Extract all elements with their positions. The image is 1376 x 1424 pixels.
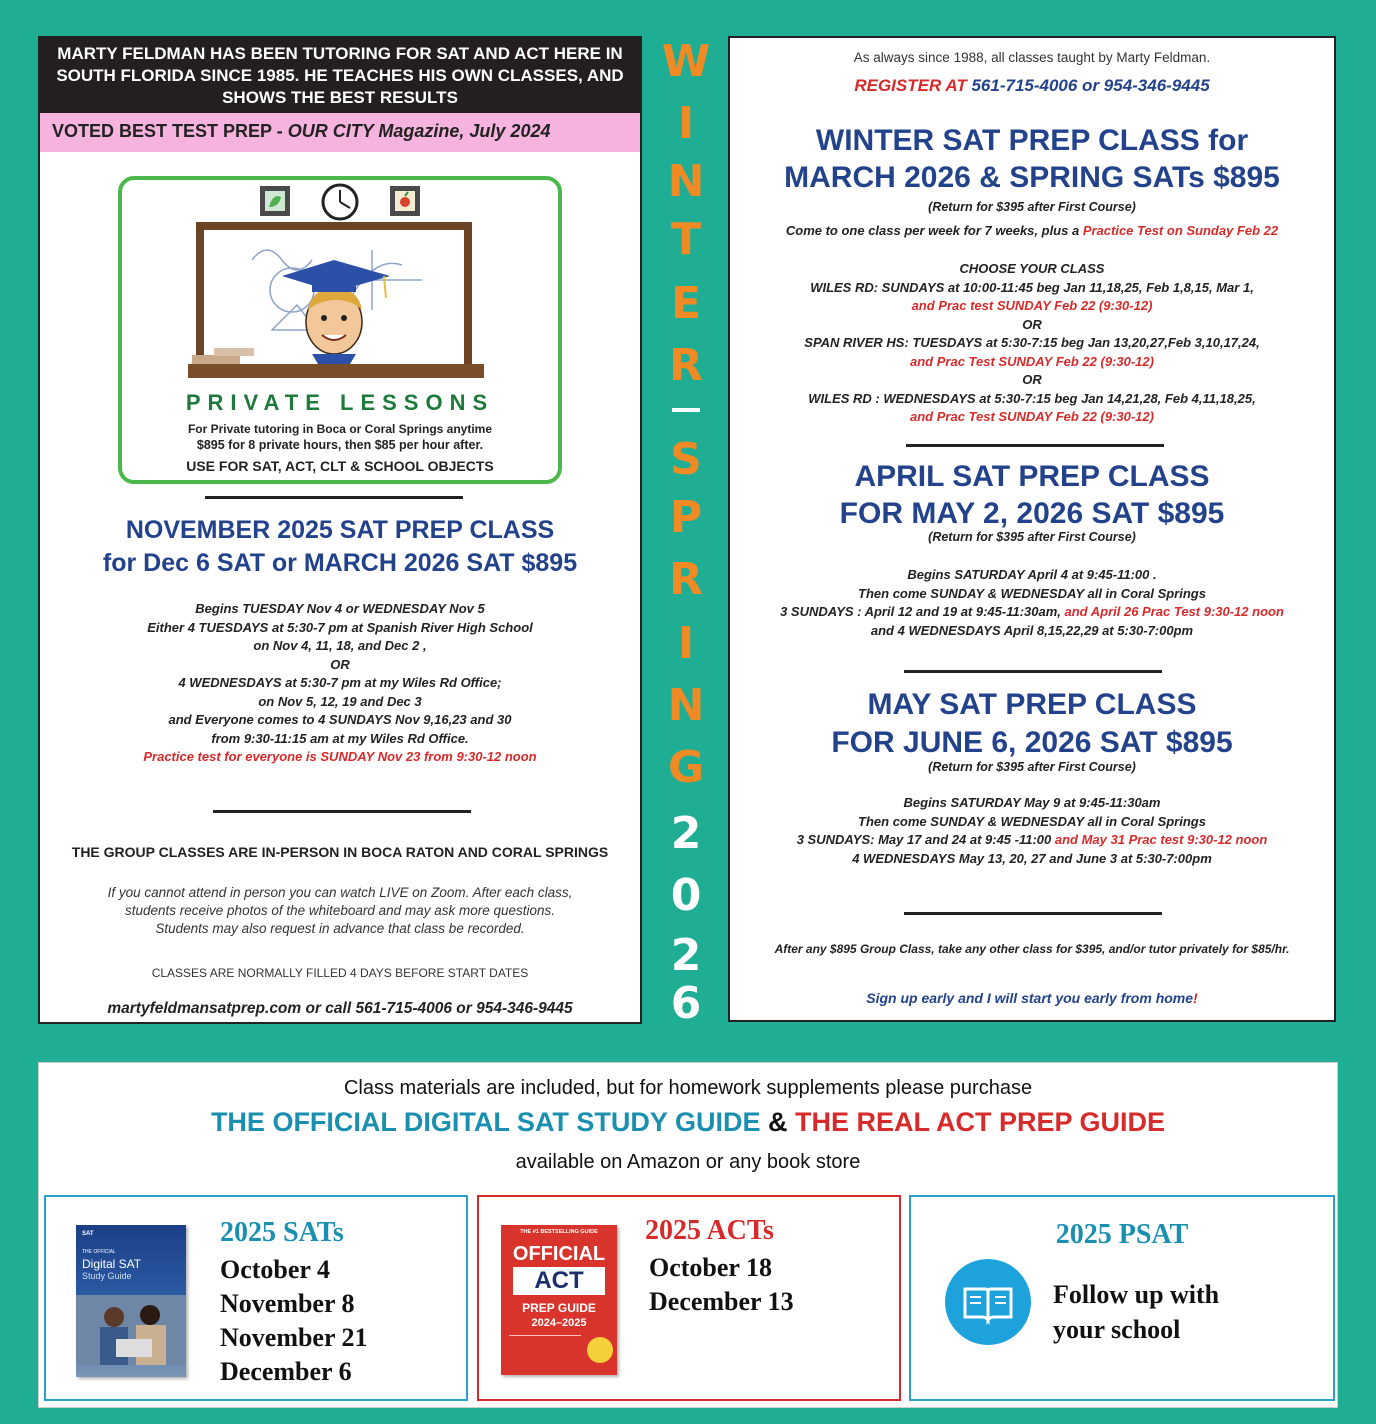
zoom-line: students receive photos of the whiteboard and may ask more questions. [125,903,555,918]
private-lessons-line-1: For Private tutoring in Boca or Coral Springs anytime [187,422,493,436]
winter-options [730,260,1334,427]
after-note: After any $895 Group Class, take any other class for $395, and/or tutor privately for $85/hr. [774,942,1290,956]
vertical-title [648,36,724,1029]
act-book-cover: THE #1 BESTSELLING GUIDE OFFICIAL ACT PREP GUIDE 2024–2025 [501,1225,617,1375]
april-line-2: Then come SUNDAY & WEDNESDAY all in Coral Springs [858,585,1206,601]
winter-weekly-practice: Practice Test on Sunday Feb 22 [1082,223,1279,238]
psat-note [1053,1277,1219,1347]
may-line-1: Begins SATURDAY May 9 at 9:45-11:30am [903,795,1161,810]
may-class-title [730,686,1334,762]
students-photo-icon [76,1295,186,1365]
act-dates-card [477,1195,901,1401]
psat-card [909,1195,1335,1401]
picture-frame-right-icon [390,186,420,216]
may-return: (Return for $395 after First Course) [928,760,1136,774]
sat-date: October 4 [220,1255,330,1284]
signup-note: Sign up early and I will start you early from home! [866,990,1198,1006]
april-line-1: Begins SATURDAY April 4 at 9:45-11:00 . [907,567,1157,582]
vertical-letter: R [669,554,703,605]
private-lessons-title: PRIVATE LESSONS [185,390,495,415]
winter-option-1-practice: and Prac test SUNDAY Feb 22 (9:30-12) [911,298,1153,313]
availability-note: available on Amazon or any book store [515,1151,861,1173]
divider [906,444,1164,447]
november-line: from 9:30-11:15 am at my Wiles Rd Office. [211,730,469,746]
vertical-letter: N [667,156,705,207]
bottom-panel [38,1062,1338,1408]
april-schedule [730,566,1334,640]
psat-line-1: Follow up with [1053,1280,1220,1309]
vertical-letter: S [670,434,702,485]
vertical-letter: P [669,492,703,543]
act-guide-title: THE REAL ACT PREP GUIDE [794,1107,1166,1137]
april-practice: and April 26 Prac Test 9:30-12 noon [1064,604,1284,619]
sat-guide-title: THE OFFICIAL DIGITAL SAT STUDY GUIDE [210,1107,761,1137]
right-panel [728,36,1336,1022]
winter-or: OR [1022,316,1042,332]
sat-book-cover: SAT THE OFFICIAL Digital SAT Study Guide [76,1225,186,1377]
april-class-title [730,458,1334,532]
register-label: REGISTER AT [854,76,972,95]
winter-option-2-practice: and Prac Test SUNDAY Feb 22 (9:30-12) [910,353,1154,369]
act-cover-badge [587,1337,613,1363]
november-line: 4 WEDNESDAYS at 5:30-7 pm at my Wiles Rd Office; [178,675,502,690]
may-schedule [730,794,1334,868]
divider [904,670,1162,673]
may-line-2: Then come SUNDAY & WEDNESDAY all in Coral Springs [858,813,1206,829]
intro-line: As always since 1988, all classes taught by Marty Feldman. [853,50,1211,65]
sat-date: November 8 [220,1289,355,1318]
winter-option-3-practice: and Prac Test SUNDAY Feb 22 (9:30-12) [910,409,1154,424]
sat-dates-title: 2025 SATs [220,1217,344,1248]
zoom-line: If you cannot attend in person you can watch LIVE on Zoom. After each class, [107,885,573,900]
private-lessons-box [118,176,562,484]
sat-date: November 21 [220,1323,368,1352]
april-return: (Return for $395 after First Course) [928,530,1136,544]
contact-line[interactable]: martyfeldmansatprep.com or call 561-715-4006 or 954-346-9445 [107,1000,573,1017]
vertical-separator [672,408,700,412]
november-line: Either 4 TUESDAYS at 5:30-7 pm at Spanish River High School [147,619,533,635]
may-line-3: 3 SUNDAYS: May 17 and 24 at 9:45 -11:00 and May 31 Prac test 9:30-12 noon [796,832,1268,847]
filled-note: CLASSES ARE NORMALLY FILLED 4 DAYS BEFORE START DATES [151,966,529,980]
act-date: December 13 [649,1287,794,1316]
vertical-digit: 2 [670,930,702,981]
april-line-3: 3 SUNDAYS : April 12 and 19 at 9:45-11:30am, and April 26 Prac Test 9:30-12 noon [780,604,1284,619]
divider [213,810,471,813]
winter-title-line-1: WINTER SAT PREP CLASS for [815,124,1249,157]
winter-weekly [730,222,1334,241]
sat-dates-card [44,1195,468,1401]
may-practice: and May 31 Prac test 9:30-12 noon [1054,832,1268,847]
november-title-line-2: for Dec 6 SAT or MARCH 2026 SAT $895 [102,549,578,577]
register-phones[interactable]: 561-715-4006 or 954-346-9445 [971,76,1210,95]
act-dates-list [649,1251,794,1319]
november-line: on Nov 4, 11, 18, and Dec 2 , [253,638,427,653]
chalkboard-icon [188,222,484,378]
zoom-line: Students may also request in advance that class be recorded. [155,921,525,936]
divider [904,912,1162,915]
zoom-note [40,884,640,938]
november-line: on Nov 5, 12, 19 and Dec 3 [258,693,422,709]
act-date: October 18 [649,1253,772,1282]
psat-line-2: your school [1053,1315,1181,1344]
open-book-icon [945,1259,1031,1345]
sat-dates-list [220,1253,368,1389]
guide-titles: THE OFFICIAL DIGITAL SAT STUDY GUIDE & THE REAL ACT PREP GUIDE [210,1107,1166,1137]
picture-frame-left-icon [260,186,290,216]
vertical-letter: T [670,214,701,265]
vertical-digit: 0 [670,870,702,921]
left-panel [38,36,642,1024]
winter-option-3: WILES RD : WEDNESDAYS at 5:30-7:15 beg Jan 14,21,28, Feb 4,11,18,25, [808,390,1256,406]
november-schedule [40,600,640,767]
wall-clock-icon [323,185,357,219]
november-line: OR [330,656,350,672]
vertical-digit: 2 [670,808,702,859]
sat-date: December 6 [220,1357,352,1386]
winter-class-title [730,122,1334,196]
voted-magazine: OUR CITY Magazine, July 2024 [287,121,551,141]
act-dates-title: 2025 ACTs [645,1215,774,1246]
vertical-letter: E [670,278,702,329]
act-cover-lines [509,1335,581,1368]
voted-banner [40,113,640,152]
winter-title-line-2: MARCH 2026 & SPRING SATs $895 [784,161,1280,194]
register-line [730,76,1334,96]
group-classes-note: THE GROUP CLASSES ARE IN-PERSON IN BOCA RATON AND CORAL SPRINGS [71,844,609,860]
winter-return: (Return for $395 after First Course) [928,200,1136,214]
november-line: Begins TUESDAY Nov 4 or WEDNESDAY Nov 5 [195,601,485,616]
divider [205,496,463,499]
private-lessons-line-2: $895 for 8 private hours, then $85 per hour after. [196,438,484,452]
may-line-4: 4 WEDNESDAYS May 13, 20, 27 and June 3 at 5:30-7:00pm [852,850,1212,866]
chalkboard-illustration [122,180,558,390]
vertical-letter: W [661,36,711,87]
april-line-4: and 4 WEDNESDAYS April 8,15,22,29 at 5:30-7:00pm [870,622,1194,638]
winter-weekly-text: Come to one class per week for 7 weeks, plus a [785,223,1083,238]
vertical-letter: N [667,680,705,731]
winter-choose: CHOOSE YOUR CLASS [959,261,1105,276]
november-class-title [40,514,640,580]
psat-title: 2025 PSAT [1055,1219,1189,1250]
winter-option-2: SPAN RIVER HS: TUESDAYS at 5:30-7:15 beg Jan 13,20,27,Feb 3,10,17,24, [804,335,1260,350]
winter-or: OR [1022,372,1042,387]
april-title-line-2: FOR MAY 2, 2026 SAT $895 [839,497,1225,530]
may-title-line-1: MAY SAT PREP CLASS [867,688,1197,721]
vertical-digit: 6 [670,978,702,1029]
april-title-line-1: APRIL SAT PREP CLASS [854,460,1210,493]
voted-prefix: VOTED BEST TEST PREP - [52,121,288,141]
vertical-letter: R [669,340,703,391]
november-line: and Everyone comes to 4 SUNDAYS Nov 9,16,23 and 30 [168,712,512,727]
may-title-line-2: FOR JUNE 6, 2026 SAT $895 [831,726,1233,759]
materials-note: Class materials are included, but for homework supplements please purchase [343,1077,1033,1099]
winter-option-1: WILES RD: SUNDAYS at 10:00-11:45 beg Jan 11,18,25, Feb 1,8,15, Mar 1, [810,279,1254,295]
november-practice-test: Practice test for everyone is SUNDAY Nov 23 from 9:30-12 noon [143,749,537,764]
november-title-line-1: NOVEMBER 2025 SAT PREP CLASS [125,516,555,544]
vertical-letter: I [677,98,695,149]
vertical-letter: G [667,742,705,793]
private-lessons-line-3: USE FOR SAT, ACT, CLT & SCHOOL OBJECTS [186,458,494,474]
vertical-letter: I [677,618,695,669]
intro-banner: MARTY FELDMAN HAS BEEN TUTORING FOR SAT AND ACT HERE IN SOUTH FLORIDA SINCE 1985. HE TEACHES HIS OWN CLASSES, AND SHOWS THE BEST RESULTS [40,38,640,113]
